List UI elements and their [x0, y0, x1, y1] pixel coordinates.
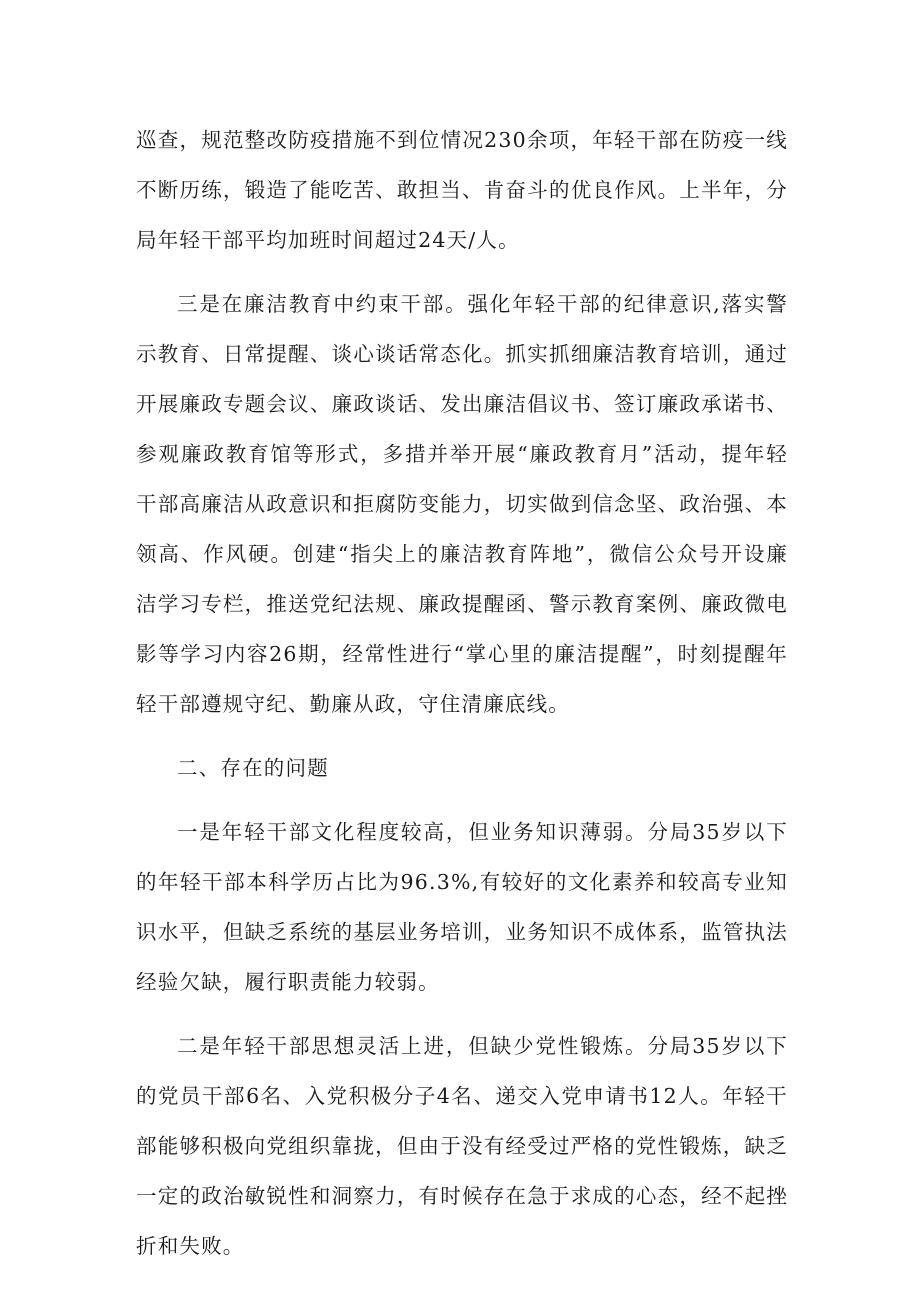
- paragraph-problem-one: 一是年轻干部文化程度较高，但业务知识薄弱。分局35岁以下的年轻干部本科学历占比为96.3%,有较好的文化素养和较高专业知识水平，但缺乏系统的基层业务培训，业务知识不成体系，监管执法经验欠缺，履行职责能力较弱。: [136, 820, 788, 994]
- section-heading-problems: 二、存在的问题: [177, 756, 329, 780]
- paragraph-integrity-education: 三是在廉洁教育中约束干部。强化年轻干部的纪律意识,落实警示教育、日常提醒、谈心谈话常态化。抓实抓细廉洁教育培训，通过开展廉政专题会议、廉政谈话、发出廉洁倡议书、签订廉政承诺书、参观廉政教育馆等形式，多措并举开展“廉政教育月”活动，提年轻干部高廉洁从政意识和拒腐防变能力，切实做到信念坚、政治强、本领高、作风硬。创建“指尖上的廉洁教育阵地”，微信公众号开设廉洁学习专栏，推送党纪法规、廉政提醒函、警示教育案例、廉政微电影等学习内容26期，经常性进行“掌心里的廉洁提醒”，时刻提醒年轻干部遵规守纪、勤廉从政，守住清廉底线。: [136, 292, 788, 716]
- paragraph-continuation: 巡查，规范整改防疫措施不到位情况230余项，年轻干部在防疫一线不断历练，锻造了能吃苦、敢担当、肯奋斗的优良作风。上半年，分局年轻干部平均加班时间超过24天/人。: [136, 128, 788, 252]
- paragraph-problem-two: 二是年轻干部思想灵活上进，但缺少党性锻炼。分局35岁以下的党员干部6名、入党积极分子4名、递交入党申请书12人。年轻干部能够积极向党组织靠拢，但由于没有经受过严格的党性锻炼，缺乏一定的政治敏锐性和洞察力，有时候存在急于求成的心态，经不起挫折和失败。: [136, 1034, 788, 1258]
- document-body: [136, 115, 788, 1285]
